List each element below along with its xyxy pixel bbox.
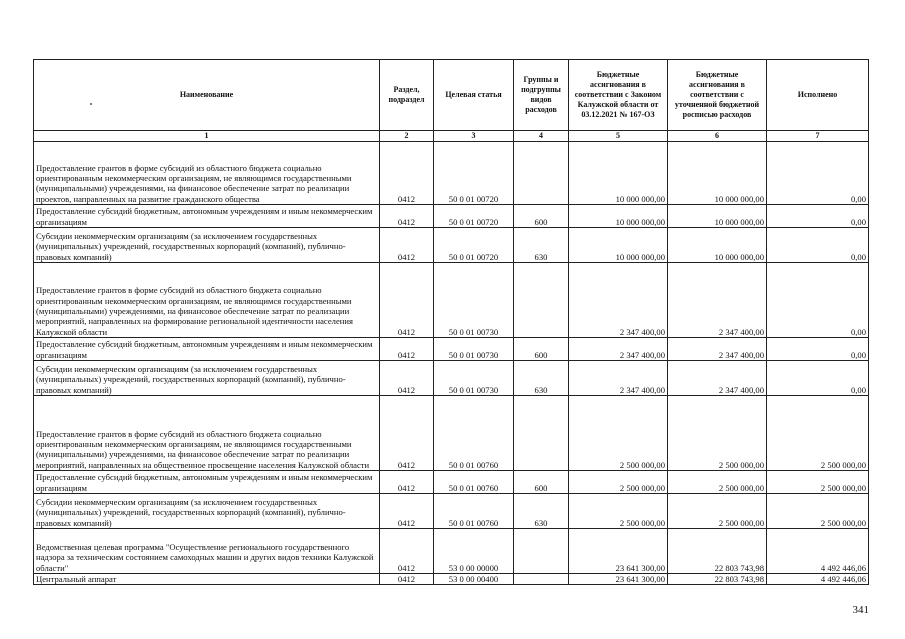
row-name: Ведомственная целевая программа "Осуществление регионального государственного надзора за техническим состоянием самоходных машин и других видов техники Калужской области" bbox=[34, 529, 380, 574]
budget-sheet bbox=[33, 59, 868, 585]
row-law-amount: 23 641 300,00 bbox=[569, 574, 668, 585]
column-number: 7 bbox=[767, 131, 869, 142]
row-target: 50 0 01 00720 bbox=[434, 228, 514, 263]
row-refined-amount: 2 500 000,00 bbox=[668, 494, 767, 529]
column-number: 4 bbox=[514, 131, 569, 142]
row-refined-amount: 2 347 400,00 bbox=[668, 361, 767, 396]
table-row bbox=[34, 338, 869, 361]
row-law-amount: 23 641 300,00 bbox=[569, 529, 668, 574]
row-law-amount: 2 500 000,00 bbox=[569, 494, 668, 529]
table-row bbox=[34, 471, 869, 494]
row-group bbox=[514, 396, 569, 471]
row-group bbox=[514, 529, 569, 574]
row-section: 0412 bbox=[380, 494, 434, 529]
table-row bbox=[34, 494, 869, 529]
row-section: 0412 bbox=[380, 471, 434, 494]
row-executed-amount: 2 500 000,00 bbox=[767, 396, 869, 471]
table-row bbox=[34, 529, 869, 574]
row-executed-amount: 4 492 446,06 bbox=[767, 529, 869, 574]
column-number: 6 bbox=[668, 131, 767, 142]
budget-table bbox=[33, 59, 869, 585]
column-number: 1 bbox=[34, 131, 380, 142]
row-executed-amount: 2 500 000,00 bbox=[767, 494, 869, 529]
column-number-row bbox=[34, 131, 869, 142]
row-section: 0412 bbox=[380, 263, 434, 338]
row-group: 630 bbox=[514, 361, 569, 396]
row-refined-amount: 10 000 000,00 bbox=[668, 205, 767, 228]
row-target: 50 0 01 00730 bbox=[434, 263, 514, 338]
header-refined-allocations: Бюджетные ассигнования в соответствии с уточненной бюджетной росписью расходов bbox=[668, 60, 767, 131]
row-target: 50 0 01 00760 bbox=[434, 396, 514, 471]
row-refined-amount: 2 500 000,00 bbox=[668, 471, 767, 494]
row-executed-amount: 0,00 bbox=[767, 205, 869, 228]
row-section: 0412 bbox=[380, 396, 434, 471]
header-target: Целевая статья bbox=[434, 60, 514, 131]
header-executed: Исполнено bbox=[767, 60, 869, 131]
row-name: Предоставление субсидий бюджетным, автономным учреждениям и иным некоммерческим организациям bbox=[34, 471, 380, 494]
row-section: 0412 bbox=[380, 205, 434, 228]
row-group bbox=[514, 142, 569, 205]
row-group: 630 bbox=[514, 228, 569, 263]
row-group bbox=[514, 263, 569, 338]
row-section: 0412 bbox=[380, 574, 434, 585]
row-name: Центральный аппарат bbox=[34, 574, 380, 585]
row-refined-amount: 2 347 400,00 bbox=[668, 338, 767, 361]
row-name: Предоставление субсидий бюджетным, автономным учреждениям и иным некоммерческим организациям bbox=[34, 205, 380, 228]
row-group: 600 bbox=[514, 471, 569, 494]
row-executed-amount: 0,00 bbox=[767, 361, 869, 396]
row-target: 50 0 01 00760 bbox=[434, 471, 514, 494]
row-name: Субсидии некоммерческим организациям (за исключением государственных (муниципальных) учреждений, государственных корпораций (компаний), публично-правовых компаний) bbox=[34, 361, 380, 396]
row-target: 50 0 01 00730 bbox=[434, 338, 514, 361]
row-law-amount: 2 347 400,00 bbox=[569, 338, 668, 361]
row-law-amount: 2 500 000,00 bbox=[569, 471, 668, 494]
row-section: 0412 bbox=[380, 228, 434, 263]
row-section: 0412 bbox=[380, 529, 434, 574]
row-refined-amount: 22 803 743,98 bbox=[668, 574, 767, 585]
row-refined-amount: 10 000 000,00 bbox=[668, 142, 767, 205]
header-law-allocations: Бюджетные ассигнования в соответствии с Законом Калужской области от 03.12.2021 № 167-ОЗ bbox=[569, 60, 668, 131]
row-target: 53 0 00 00000 bbox=[434, 529, 514, 574]
page-number: 341 bbox=[852, 604, 869, 616]
table-row bbox=[34, 361, 869, 396]
row-executed-amount: 0,00 bbox=[767, 142, 869, 205]
row-law-amount: 2 347 400,00 bbox=[569, 263, 668, 338]
row-group: 600 bbox=[514, 205, 569, 228]
row-refined-amount: 2 500 000,00 bbox=[668, 396, 767, 471]
row-section: 0412 bbox=[380, 338, 434, 361]
column-number: 3 bbox=[434, 131, 514, 142]
row-name: Субсидии некоммерческим организациям (за исключением государственных (муниципальных) учреждений, государственных корпораций (компаний), публично-правовых компаний) bbox=[34, 228, 380, 263]
row-executed-amount: 0,00 bbox=[767, 263, 869, 338]
row-name: Предоставление субсидий бюджетным, автономным учреждениям и иным некоммерческим организациям bbox=[34, 338, 380, 361]
row-law-amount: 10 000 000,00 bbox=[569, 228, 668, 263]
row-executed-amount: 0,00 bbox=[767, 228, 869, 263]
row-name: Предоставление грантов в форме субсидий из областного бюджета социально ориентированным некоммерческим организациям, не являющимся государственными (муниципальными) учреждениями, на финансовое обеспечение затрат по реализации мероприятий, направленных на формирование региональной идентичности населения Калужской области bbox=[34, 263, 380, 338]
row-target: 50 0 01 00730 bbox=[434, 361, 514, 396]
table-row bbox=[34, 574, 869, 585]
header-row bbox=[34, 60, 869, 131]
row-law-amount: 2 347 400,00 bbox=[569, 361, 668, 396]
row-executed-amount: 4 492 446,06 bbox=[767, 574, 869, 585]
row-executed-amount: 0,00 bbox=[767, 338, 869, 361]
row-name: Субсидии некоммерческим организациям (за исключением государственных (муниципальных) учреждений, государственных корпораций (компаний), публично-правовых компаний) bbox=[34, 494, 380, 529]
table-row bbox=[34, 228, 869, 263]
row-group: 600 bbox=[514, 338, 569, 361]
row-group: 630 bbox=[514, 494, 569, 529]
row-target: 50 0 01 00720 bbox=[434, 142, 514, 205]
row-law-amount: 10 000 000,00 bbox=[569, 142, 668, 205]
row-refined-amount: 2 347 400,00 bbox=[668, 263, 767, 338]
column-number: 2 bbox=[380, 131, 434, 142]
row-target: 53 0 00 00400 bbox=[434, 574, 514, 585]
row-law-amount: 2 500 000,00 bbox=[569, 396, 668, 471]
row-name: Предоставление грантов в форме субсидий из областного бюджета социально ориентированным некоммерческим организациям, не являющимся государственными (муниципальными) учреждениями, на финансовое обеспечение затрат по реализации проектов, направленных на развитие гражданского общества bbox=[34, 142, 380, 205]
table-row bbox=[34, 396, 869, 471]
row-refined-amount: 10 000 000,00 bbox=[668, 228, 767, 263]
table-row bbox=[34, 205, 869, 228]
row-law-amount: 10 000 000,00 bbox=[569, 205, 668, 228]
header-groups: Группы и подгруппы видов расходов bbox=[514, 60, 569, 131]
header-section: Раздел, подраздел bbox=[380, 60, 434, 131]
row-executed-amount: 2 500 000,00 bbox=[767, 471, 869, 494]
row-refined-amount: 22 803 743,98 bbox=[668, 529, 767, 574]
row-target: 50 0 01 00760 bbox=[434, 494, 514, 529]
row-name: Предоставление грантов в форме субсидий из областного бюджета социально ориентированным некоммерческим организациям, не являющимся государственными (муниципальными) учреждениями, на финансовое обеспечение затрат по реализации мероприятий, направленных на общественное просвещение населения Калужской области bbox=[34, 396, 380, 471]
row-section: 0412 bbox=[380, 142, 434, 205]
table-row bbox=[34, 263, 869, 338]
column-number: 5 bbox=[569, 131, 668, 142]
table-row bbox=[34, 142, 869, 205]
header-name: Наименование bbox=[34, 60, 380, 131]
row-section: 0412 bbox=[380, 361, 434, 396]
row-target: 50 0 01 00720 bbox=[434, 205, 514, 228]
row-group bbox=[514, 574, 569, 585]
